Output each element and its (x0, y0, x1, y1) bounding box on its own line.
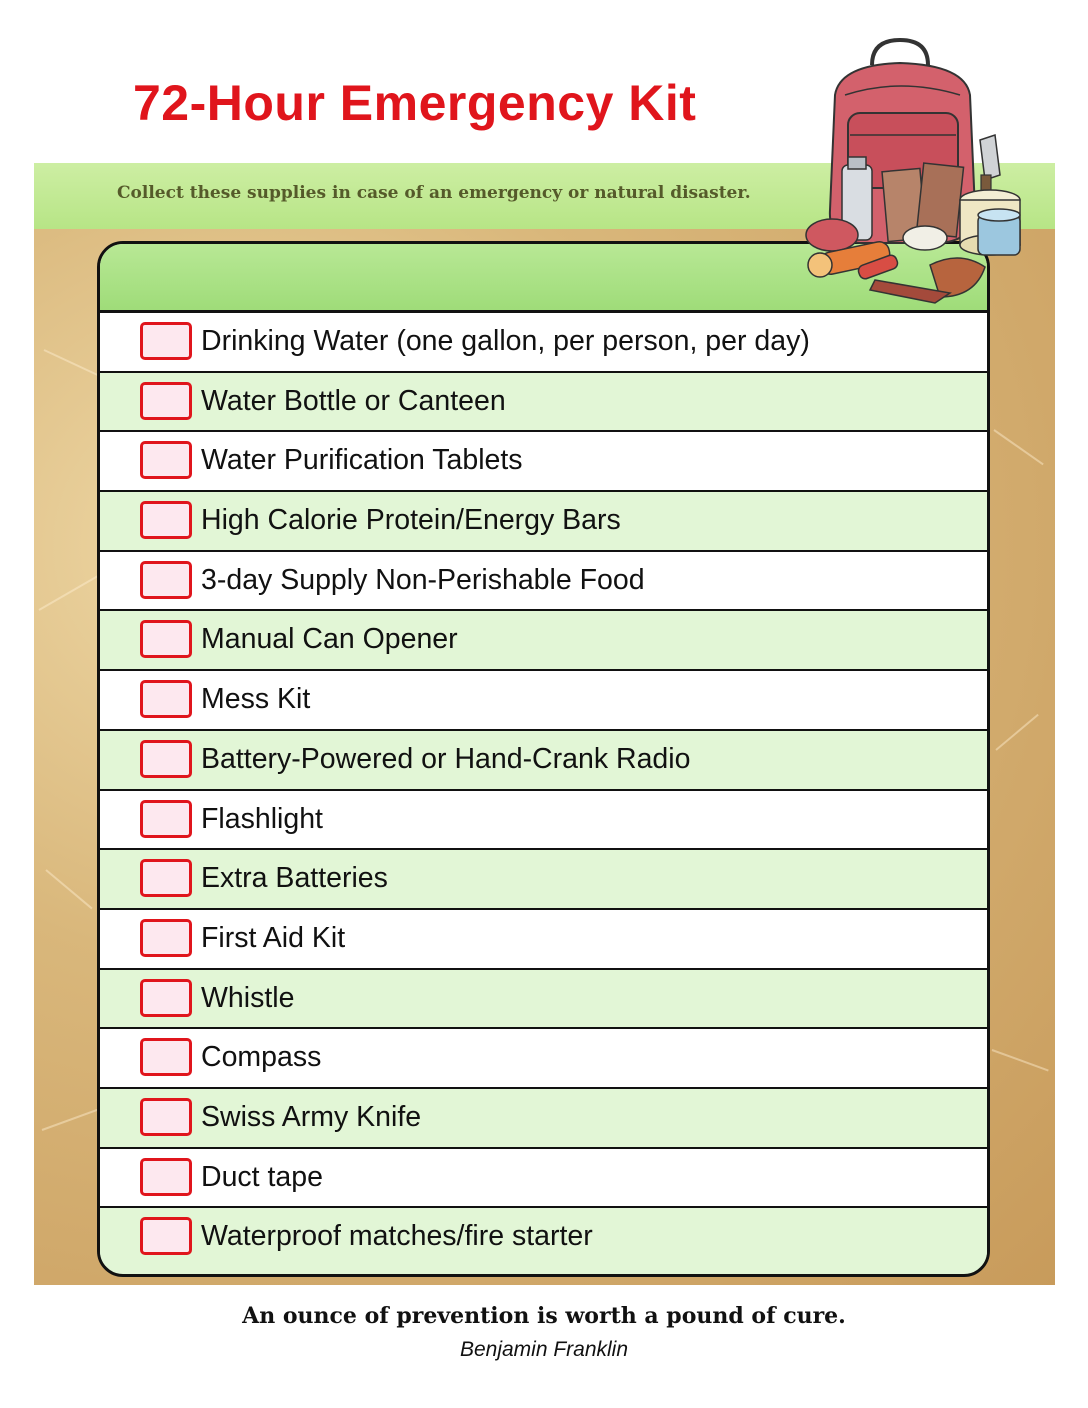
list-item-label: Battery-Powered or Hand-Crank Radio (201, 742, 691, 775)
list-item-label: High Calorie Protein/Energy Bars (201, 504, 621, 537)
list-item (100, 432, 987, 492)
checkbox[interactable] (140, 1217, 192, 1255)
checkbox[interactable] (140, 979, 192, 1017)
list-item-label: Flashlight (201, 802, 323, 835)
checkbox[interactable] (140, 1038, 192, 1076)
checkbox[interactable] (140, 919, 192, 957)
footer-author: Benjamin Franklin (459, 1338, 629, 1361)
checkbox[interactable] (140, 441, 192, 479)
checkbox[interactable] (140, 740, 192, 778)
checkbox[interactable] (140, 680, 192, 718)
list-item-label: Manual Can Opener (201, 623, 458, 656)
checkbox[interactable] (140, 1098, 192, 1136)
list-item-label: Compass (201, 1041, 322, 1074)
list-item (100, 313, 987, 373)
checkbox[interactable] (140, 561, 192, 599)
list-item (100, 552, 987, 612)
list-item (100, 850, 987, 910)
list-item-label: First Aid Kit (201, 921, 346, 954)
list-item-label: 3-day Supply Non-Perishable Food (201, 563, 645, 596)
list-item (100, 1089, 987, 1149)
checkbox[interactable] (140, 859, 192, 897)
checkbox[interactable] (140, 620, 192, 658)
list-item (100, 611, 987, 671)
checklist (100, 313, 987, 1266)
list-item-label: Water Purification Tablets (201, 444, 523, 477)
list-item (100, 731, 987, 791)
list-item (100, 970, 987, 1030)
checkbox[interactable] (140, 1158, 192, 1196)
list-item (100, 791, 987, 851)
list-item-label: Drinking Water (one gallon, per person, per day) (201, 325, 810, 357)
checkbox[interactable] (140, 501, 192, 539)
list-item (100, 671, 987, 731)
checklist-card (97, 241, 990, 1277)
subtitle: Collect these supplies in case of an emergency or natural disaster. (117, 183, 751, 203)
list-item-label: Extra Batteries (201, 862, 388, 895)
checkbox[interactable] (140, 382, 192, 420)
list-item-label: Mess Kit (201, 683, 311, 716)
list-item (100, 1208, 987, 1266)
list-item (100, 910, 987, 970)
list-item-label: Duct tape (201, 1160, 323, 1193)
list-item (100, 373, 987, 433)
list-item-label: Waterproof matches/fire starter (201, 1220, 593, 1253)
checkbox[interactable] (140, 800, 192, 838)
list-item-label: Water Bottle or Canteen (201, 384, 506, 417)
list-item-label: Whistle (201, 981, 295, 1014)
backpack-supplies-icon (800, 35, 1032, 305)
list-item (100, 1029, 987, 1089)
list-item-label: Swiss Army Knife (201, 1100, 422, 1133)
list-item (100, 492, 987, 552)
checkbox[interactable] (140, 322, 192, 360)
footer-quote: An ounce of prevention is worth a pound of cure. (242, 1303, 846, 1329)
page-title: 72-Hour Emergency Kit (133, 75, 697, 131)
list-item (100, 1149, 987, 1209)
